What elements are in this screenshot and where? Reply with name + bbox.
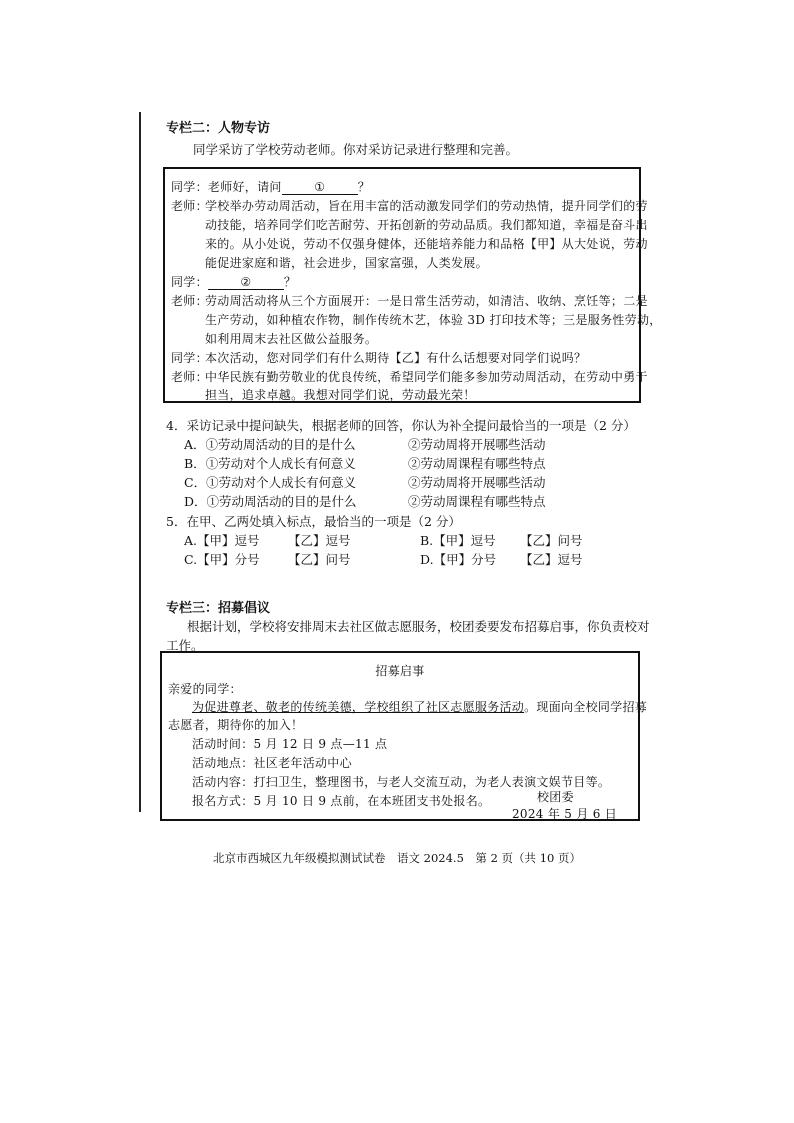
option-jia: 【甲】分号 [433, 552, 497, 567]
option-label: C． [184, 475, 207, 490]
binding-margin-line [139, 112, 141, 812]
answer-1-line-1: 学校举办劳动周活动，旨在用丰富的活动激发同学们的劳动热情，提升同学们的劳 [205, 199, 648, 213]
option-label: A． [184, 437, 206, 452]
notice-date: 2024 年 5 月 6 日 [512, 807, 618, 821]
answer-2-line-3: 如利用周末去社区做公益服务。 [205, 332, 378, 346]
section3-title: 专栏三：招募倡议 [166, 601, 271, 616]
q5-stem: 5．在甲、乙两处填入标点，最恰当的一项是（2 分） [166, 514, 461, 529]
q4-option-a-part2: ②劳动周将开展哪些活动 [408, 437, 546, 452]
option-part-1: ①劳动周活动的目的是什么 [206, 494, 357, 509]
q4-stem: 4．采访记录中提问缺失，根据老师的回答，你认为补全提问最恰当的一项是（2 分） [166, 418, 636, 433]
option-part-1: ①劳动对个人成长有何意义 [205, 456, 356, 471]
interview-box [163, 167, 662, 403]
section3-intro-line-2: 工作。 [166, 638, 204, 653]
q5-option-b-yi: 【乙】问号 [520, 533, 583, 548]
option-label: B. [420, 533, 434, 548]
speaker-student: 同学： [171, 351, 208, 365]
section3-intro-line-1: 根据计划，学校将安排周末去社区做志愿服务，校团委要发布招募启事，你负责校对 [187, 619, 650, 634]
speaker-student: 同学： [171, 180, 208, 194]
blank-2: ② [208, 275, 284, 290]
interview-question-1 [171, 178, 370, 195]
notice-underlined-sentence: 为促进尊老、敬老的传统美德，学校组织了社区志愿服务活动 [192, 700, 525, 714]
option-part-1: ①劳动对个人成长有何意义 [206, 475, 357, 490]
q5-option-c[interactable] [184, 550, 260, 568]
q5-option-d-yi: 【乙】逗号 [520, 552, 583, 567]
option-label: B． [184, 456, 206, 471]
option-part-1: ①劳动周活动的目的是什么 [205, 437, 356, 452]
answer-1-line-3: 来的。从小处说，劳动不仅强身健体，还能培养能力和品格【甲】从大处说，劳动 [205, 237, 648, 251]
notice-body-rest: 。现面向全校同学招募 [524, 700, 648, 714]
option-jia: 【甲】逗号 [433, 533, 496, 548]
option-jia: 【甲】分号 [197, 552, 260, 567]
q4-option-b[interactable] [184, 454, 356, 472]
speaker-teacher: 老师： [171, 199, 208, 213]
option-label: A. [184, 533, 198, 548]
option-label: D. [420, 552, 434, 567]
question-pre: 老师好，请问 [207, 180, 282, 194]
blank-1: ① [282, 180, 358, 195]
question-mark: ？ [357, 180, 371, 194]
q5-option-a-yi: 【乙】逗号 [288, 533, 351, 548]
q5-option-a[interactable] [184, 531, 260, 549]
notice-place: 活动地点：社区老年活动中心 [192, 756, 352, 770]
answer-2-line-1: 劳动周活动将从三个方面展开：一是日常生活劳动，如清洁、收纳、烹饪等；二是 [205, 294, 648, 308]
answer-3-line-2: 担当，追求卓越。我想对同学们说，劳动最光荣！ [205, 388, 476, 402]
notice-title: 招募启事 [375, 664, 425, 678]
q4-option-c-part2: ②劳动周将开展哪些活动 [408, 475, 546, 490]
notice-content: 活动内容：打扫卫生，整理图书，与老人交流互动，为老人表演文娱节目等。 [192, 775, 611, 789]
answer-1-line-4: 能促进家庭和谐，社会进步，国家富强，人类发展。 [205, 256, 488, 270]
notice-signup: 报名方式：5 月 10 日 9 点前，在本班团支书处报名。 [192, 794, 491, 808]
section2-intro: 同学采访了学校劳动老师。你对采访记录进行整理和完善。 [193, 142, 519, 157]
answer-2-line-2: 生产劳动，如种植农作物，制作传统木艺，体验 3D 打印技术等；三是服务性劳动， [205, 313, 662, 327]
answer-1-line-2: 动技能，培养同学们吃苦耐劳、开拓创新的劳动品质。我们都知道，幸福是奋斗出 [205, 218, 648, 232]
q4-option-b-part2: ②劳动周课程有哪些特点 [408, 456, 546, 471]
speaker-student: 同学： [171, 275, 208, 289]
option-label: D． [184, 494, 207, 509]
q4-option-c[interactable] [184, 473, 356, 491]
question-3: 本次活动，您对同学们有什么期待【乙】有什么话想要对同学们说吗？ [205, 351, 587, 365]
q5-option-b[interactable] [420, 531, 496, 549]
notice-time: 活动时间：5 月 12 日 9 点—11 点 [192, 737, 388, 751]
option-label: C. [184, 552, 198, 567]
section2-title: 专栏二：人物专访 [166, 121, 271, 136]
q5-option-d[interactable] [420, 550, 496, 568]
q4-option-a[interactable] [184, 435, 356, 453]
notice-body-line-1 [192, 698, 647, 715]
option-jia: 【甲】逗号 [197, 533, 260, 548]
question-mark: ？ [283, 275, 297, 289]
speaker-teacher: 老师： [171, 370, 208, 384]
recruitment-notice-box [160, 651, 648, 821]
answer-3-line-1: 中华民族有勤劳敬业的优良传统，希望同学们能多参加劳动周活动，在劳动中勇于 [205, 370, 648, 384]
notice-body-line-2: 志愿者，期待你的加入！ [168, 718, 304, 732]
page-footer: 北京市西城区九年级模拟测试试卷 语文 2024.5 第 2 页（共 10 页） [213, 851, 581, 865]
speaker-teacher: 老师： [171, 294, 208, 308]
q4-option-d[interactable] [184, 492, 357, 510]
q5-option-c-yi: 【乙】问号 [288, 552, 351, 567]
interview-question-2 [171, 273, 296, 290]
q4-option-d-part2: ②劳动周课程有哪些特点 [408, 494, 546, 509]
notice-signature: 校团委 [537, 790, 574, 804]
notice-greeting: 亲爱的同学： [168, 682, 242, 696]
